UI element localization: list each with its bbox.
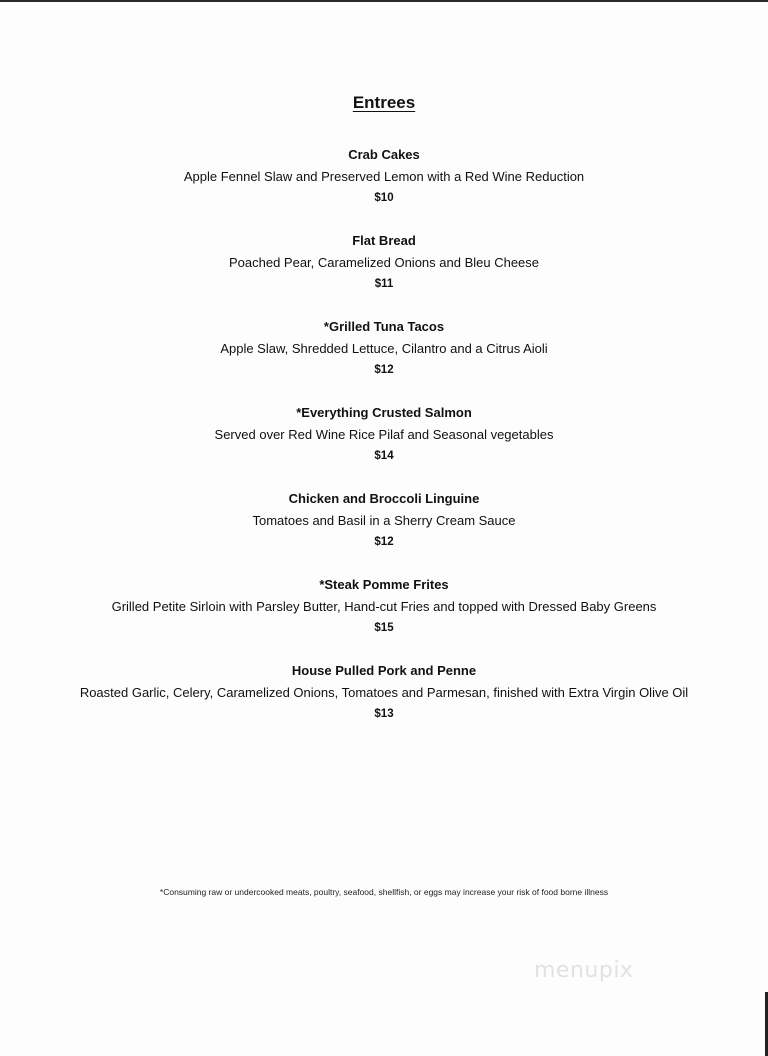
menu-item-description: Apple Slaw, Shredded Lettuce, Cilantro and a Citrus Aioli — [220, 341, 548, 356]
menu-item — [0, 489, 768, 575]
food-safety-disclaimer: *Consuming raw or undercooked meats, poultry, seafood, shellfish, or eggs may increase your risk of food borne illness — [159, 887, 609, 897]
menu-item-description: Roasted Garlic, Celery, Caramelized Onions, Tomatoes and Parmesan, finished with Extra Virgin Olive Oil — [79, 685, 689, 700]
menu-section-title: Entrees — [352, 93, 416, 112]
menu-item-name: *Steak Pomme Frites — [319, 577, 449, 592]
menu-item — [0, 575, 768, 661]
menu-item-description: Poached Pear, Caramelized Onions and Bleu Cheese — [228, 255, 540, 270]
menu-item-name: Chicken and Broccoli Linguine — [288, 491, 480, 506]
menu-item-name: *Grilled Tuna Tacos — [323, 319, 445, 334]
menu-item — [0, 661, 768, 747]
menu-item-price: $15 — [374, 622, 394, 634]
menu-item — [0, 231, 768, 317]
menu-item — [0, 145, 768, 231]
menu-item-price: $14 — [374, 450, 394, 462]
menu-item — [0, 403, 768, 489]
menu-item — [0, 317, 768, 403]
scan-top-edge — [0, 0, 768, 2]
watermark-logo: menupix — [534, 958, 634, 983]
menu-item-price: $13 — [374, 708, 394, 720]
menu-item-name: *Everything Crusted Salmon — [296, 405, 472, 420]
menu-item-price: $12 — [374, 364, 394, 376]
menu-item-name: Crab Cakes — [348, 147, 420, 162]
menu-item-price: $12 — [374, 536, 394, 548]
menu-item-price: $11 — [374, 278, 394, 290]
menu-item-list — [0, 145, 768, 747]
menu-item-price: $10 — [374, 192, 394, 204]
menu-item-description: Served over Red Wine Rice Pilaf and Seasonal vegetables — [214, 427, 554, 442]
menu-item-description: Grilled Petite Sirloin with Parsley Butter, Hand-cut Fries and topped with Dressed Baby Greens — [111, 599, 657, 614]
menu-item-name: Flat Bread — [352, 233, 416, 248]
menu-item-description: Apple Fennel Slaw and Preserved Lemon with a Red Wine Reduction — [183, 169, 585, 184]
menu-item-description: Tomatoes and Basil in a Sherry Cream Sauce — [252, 513, 516, 528]
menu-item-name: House Pulled Pork and Penne — [291, 663, 477, 678]
